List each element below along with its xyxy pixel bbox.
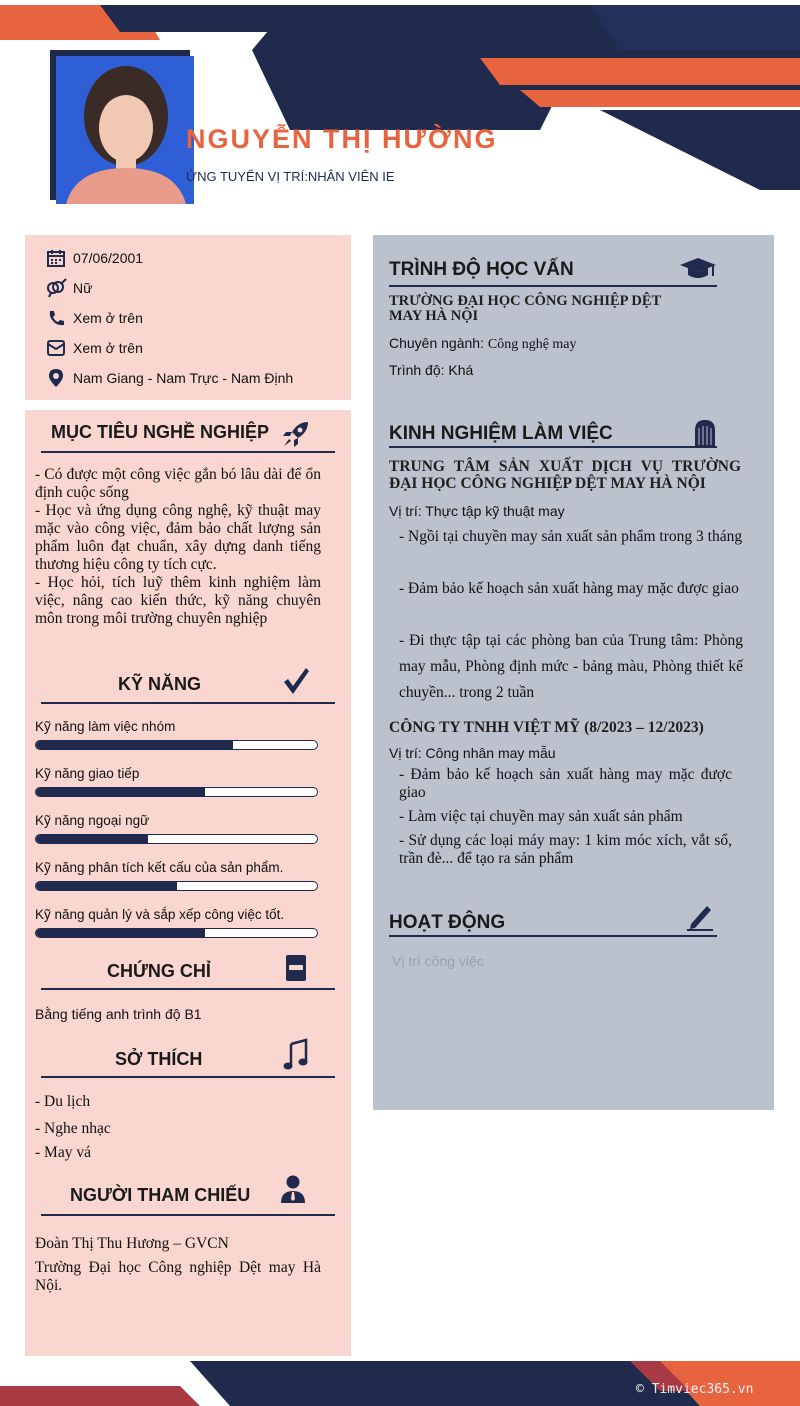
- skill-bar-fill: [36, 882, 177, 890]
- major-label: Chuyên ngành:: [389, 335, 484, 351]
- education-divider: [389, 285, 717, 287]
- music-note-icon: [282, 1038, 308, 1077]
- pen-icon: [685, 902, 715, 937]
- location-pin-icon: [45, 367, 67, 389]
- mail-icon: [45, 337, 67, 359]
- hobbies-title: SỞ THÍCH: [115, 1049, 203, 1069]
- skill-bar: [35, 928, 318, 938]
- skill-label: Kỹ năng quản lý và sắp xếp công việc tốt.: [35, 907, 285, 922]
- hobby-item: - Nghe nhạc: [35, 1120, 111, 1137]
- checkmark-icon: [282, 666, 310, 701]
- objective-title: MỤC TIÊU NGHỀ NGHIỆP: [51, 422, 270, 442]
- contact-gender: [45, 276, 92, 300]
- email-value: Xem ở trên: [73, 340, 143, 356]
- experience-title: KINH NGHIỆM LÀM VIỆC: [389, 423, 613, 444]
- reference-person: Đoàn Thị Thu Hương – GVCN: [35, 1235, 229, 1252]
- contact-email: [45, 336, 143, 360]
- skills-title: KỸ NĂNG: [118, 674, 202, 694]
- hobby-item: - Du lịch: [35, 1093, 91, 1110]
- certificates-title: CHỨNG CHỈ: [107, 961, 211, 981]
- candidate-name: NGUYỄN THỊ HƯỜNG: [186, 124, 498, 154]
- education-level: Trình độ: Khá: [389, 362, 474, 378]
- certificate-icon: [285, 954, 307, 987]
- school-name: TRƯỜNG ĐẠI HỌC CÔNG NGHIỆP DỆT MAY HÀ NỘI: [389, 293, 661, 324]
- skill-bar-fill: [36, 835, 148, 843]
- phone-icon: [45, 307, 67, 329]
- certificates-divider: [41, 988, 335, 990]
- profile-photo: [56, 56, 194, 204]
- job-task: - Đảm bảo kế hoạch sản xuất hàng may mặc được giao: [399, 766, 732, 801]
- skill-bar: [35, 787, 318, 797]
- objective-divider: [41, 451, 335, 453]
- major-row: [389, 335, 577, 353]
- major-value: Công nghệ may: [487, 337, 577, 352]
- person-icon: [280, 1174, 306, 1209]
- hobby-item: - May vá: [35, 1144, 91, 1161]
- objective-line: - Học hỏi, tích luỹ thêm kinh nghiệm làm việc, nâng cao kiến thức, kỹ năng chuyên môn trong môi trường chuyên nghiệp: [35, 574, 321, 627]
- footer-decoration: [0, 1356, 800, 1406]
- references-divider: [41, 1214, 335, 1216]
- job-task: - Sử dụng các loại máy may: 1 kim móc xích, vắt sổ, trần đè... để tạo ra sản phẩm: [399, 832, 732, 867]
- skill-bar-fill: [36, 788, 205, 796]
- skill-label: Kỹ năng làm việc nhóm: [35, 719, 176, 734]
- references-title: NGƯỜI THAM CHIẾU: [70, 1185, 251, 1205]
- activities-divider: [389, 935, 717, 937]
- company-name: TRUNG TÂM SẢN XUẤT DỊCH VỤ TRƯỜNG ĐẠI HỌC CÔNG NGHIỆP DỆT MAY HÀ NỘI: [389, 458, 741, 492]
- contact-birthday: [45, 246, 143, 270]
- skill-bar: [35, 834, 318, 844]
- skill-label: Kỹ năng phân tích kết cấu của sản phẩm.: [35, 860, 284, 875]
- phone-value: Xem ở trên: [73, 310, 143, 326]
- skill-bar-fill: [36, 929, 205, 937]
- skill-bar: [35, 881, 318, 891]
- reference-org: Trường Đại học Công nghiệp Dệt may Hà Nội.: [35, 1259, 321, 1294]
- skill-bar-fill: [36, 741, 233, 749]
- rocket-icon: [280, 418, 312, 455]
- company-name: CÔNG TY TNHH VIỆT MỸ (8/2023 – 12/2023): [389, 719, 704, 736]
- graduation-cap-icon: [679, 256, 717, 287]
- contact-address: [45, 366, 293, 390]
- activities-placeholder: Vị trí công việc: [392, 953, 484, 969]
- gender-value: Nữ: [73, 280, 93, 296]
- activities-title: HOẠT ĐỘNG: [389, 912, 506, 933]
- job-task: - Đảm bảo kế hoạch sản xuất hàng may mặc được giao: [399, 580, 739, 597]
- education-title: TRÌNH ĐỘ HỌC VẤN: [389, 259, 574, 280]
- calendar-icon: [45, 247, 67, 269]
- job-role: Vị trí: Công nhân may mẫu: [389, 745, 556, 761]
- job-task: - Làm việc tại chuyền may sản xuất sản phẩm: [399, 808, 683, 825]
- birthday-value: 07/06/2001: [73, 250, 144, 266]
- certificate-item: Bằng tiếng anh trình độ B1: [35, 1006, 202, 1022]
- skill-label: Kỹ năng ngoại ngữ: [35, 813, 150, 828]
- job-role: Vị trí: Thực tập kỹ thuật may: [389, 503, 565, 519]
- contact-phone: [45, 306, 143, 330]
- objective-line: - Học và ứng dụng công nghệ, kỹ thuật may mặc vào công việc, đảm bảo chất lượng sản phẩm luôn đạt chuẩn, xây dựng danh tiếng thương hiệu công ty tích cực.: [35, 502, 321, 573]
- skill-bar: [35, 740, 318, 750]
- footer-watermark: © Timviec365.vn: [636, 1382, 754, 1397]
- skill-label: Kỹ năng giao tiếp: [35, 766, 140, 781]
- job-task: - Đi thực tập tại các phòng ban của Trung tâm: Phòng may mẫu, Phòng định mức - bảng màu, Phòng thiết kế chuyền... trong 2 tuần: [399, 632, 743, 701]
- hobbies-divider: [41, 1076, 335, 1078]
- address-value: Nam Giang - Nam Trực - Nam Định: [73, 370, 294, 386]
- experience-divider: [389, 446, 717, 448]
- gender-icon: [45, 277, 67, 299]
- skills-divider: [41, 702, 335, 704]
- objective-line: - Có được một công việc gắn bó lâu dài để ổn định cuộc sống: [35, 466, 321, 501]
- objective-text: [35, 466, 321, 628]
- applied-position: ỨNG TUYỂN VỊ TRÍ:NHÂN VIÊN IE: [186, 169, 395, 184]
- job-task: - Ngồi tại chuyền may sản xuất sản phẩm trong 3 tháng: [399, 528, 743, 545]
